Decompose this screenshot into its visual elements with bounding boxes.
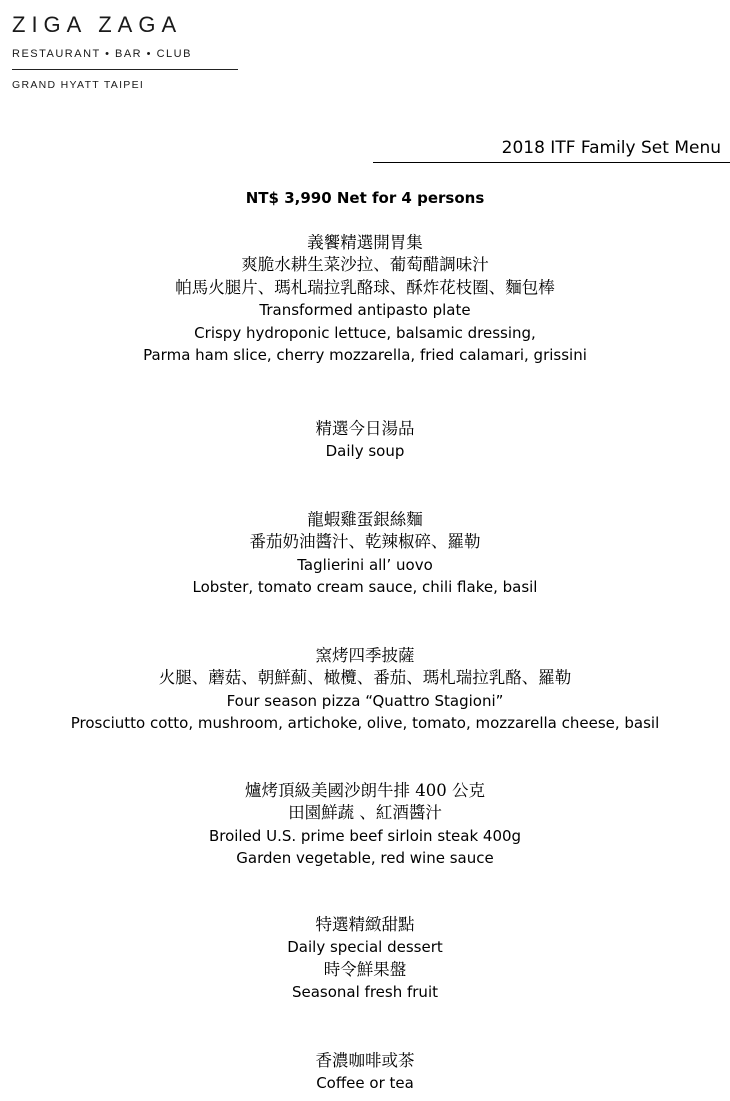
course-line: Broiled U.S. prime beef sirloin steak 400g — [208, 826, 522, 845]
course-line: 番茄奶油醬汁、乾辣椒碎、羅勒 — [249, 532, 481, 552]
course-line: 帕馬火腿片、瑪札瑞拉乳酪球、酥炸花枝圈、麵包棒 — [175, 277, 555, 297]
course-line: 香濃咖啡或茶 — [315, 1051, 415, 1070]
restaurant-logo — [12, 12, 242, 91]
price-line: NT$ 3,990 Net for 4 persons — [245, 189, 485, 207]
course-beverage — [0, 1050, 730, 1095]
course-soup — [0, 418, 730, 463]
course-line: Daily soup — [325, 442, 405, 461]
course-line: Lobster, tomato cream sauce, chili flake, basil — [192, 578, 538, 597]
course-line: 特選精緻甜點 — [315, 915, 415, 934]
course-line: Coffee or tea — [316, 1074, 414, 1093]
course-line: 時令鮮果盤 — [323, 959, 407, 979]
logo-subtitle: RESTAURANT • BAR • CLUB — [12, 48, 192, 60]
course-line: Seasonal fresh fruit — [291, 983, 438, 1002]
logo-name: ZIGA ZAGA — [12, 12, 183, 37]
course-pasta — [0, 509, 730, 599]
course-line: Crispy hydroponic lettuce, balsamic dressing, — [194, 323, 536, 342]
course-line: Garden vegetable, red wine sauce — [236, 849, 494, 868]
logo-hotel: GRAND HYATT TAIPEI — [12, 79, 145, 91]
course-line: Parma ham slice, cherry mozzarella, fried calamari, grissini — [143, 346, 587, 365]
course-antipasto — [0, 232, 730, 366]
course-line: 火腿、蘑菇、朝鮮薊、橄欖、番茄、瑪札瑞拉乳酪、羅勒 — [158, 668, 572, 688]
course-pizza — [0, 645, 730, 735]
course-line: 精選今日湯品 — [315, 419, 415, 438]
course-line: Four season pizza “Quattro Stagioni” — [226, 691, 504, 710]
course-line: 義饗精選開胃集 — [307, 233, 423, 252]
course-line: Transformed antipasto plate — [259, 301, 471, 320]
logo-divider — [12, 69, 238, 70]
course-line: 爽脆水耕生菜沙拉、葡萄醋調味汁 — [241, 255, 489, 275]
course-line: Prosciutto cotto, mushroom, artichoke, olive, tomato, mozzarella cheese, basil — [70, 714, 660, 733]
course-line: 窯烤四季披薩 — [315, 646, 415, 665]
course-steak — [0, 780, 730, 870]
menu-title: 2018 ITF Family Set Menu — [501, 138, 721, 158]
course-line: 田園鮮蔬 、紅酒醬汁 — [288, 803, 442, 823]
course-line: 龍蝦雞蛋銀絲麵 — [307, 510, 423, 529]
title-underline — [373, 162, 730, 163]
course-dessert — [0, 914, 730, 1004]
course-line: Taglierini all’ uovo — [297, 555, 433, 574]
course-line: Daily special dessert — [287, 938, 443, 957]
course-line: 爐烤頂級美國沙朗牛排 400 公克 — [245, 781, 485, 800]
